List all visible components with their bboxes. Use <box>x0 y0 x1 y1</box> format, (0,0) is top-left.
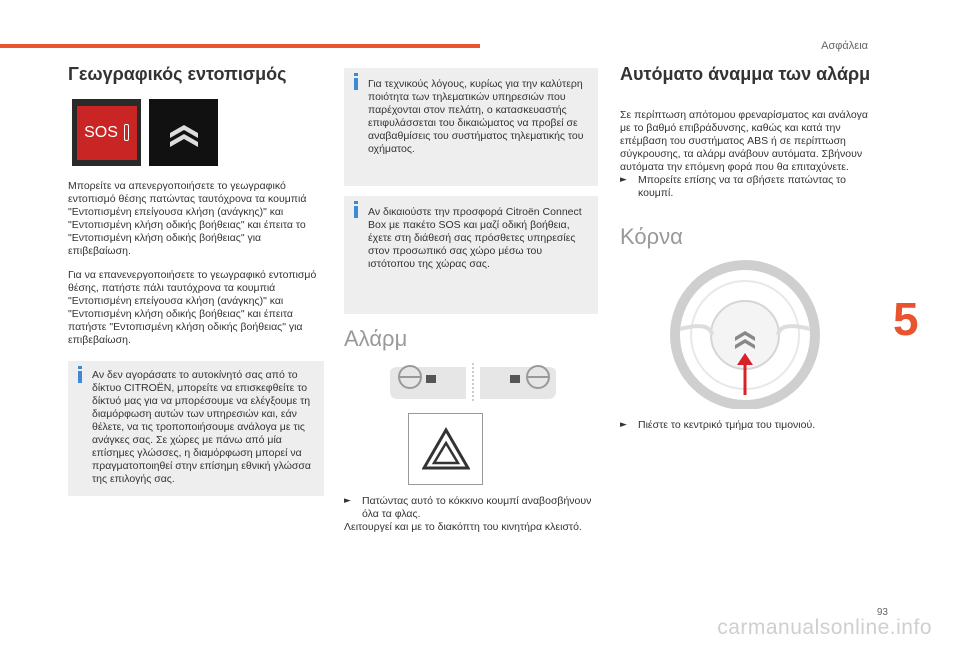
auto-hazard-bullet <box>620 174 872 200</box>
section-title: Ασφάλεια <box>821 40 868 52</box>
geolocation-reactivate-text: Για να επανενεργοποιήσετε το γεωγραφικό εντοπισμό θέσης, πατήστε πάλι ταυτόχρονα τα κουμπιά "Εντοπισμένη επείγουσα κλήση (ανάγκης)" και "Εντοπισμένη κλήση οδικής βοήθειας" και έπειτα πατήστε "Εντοπισμένη κλήση οδικής βοήθειας" για επιβεβαίωση. <box>68 269 317 346</box>
sos-led <box>124 124 129 141</box>
horn-bullet-text: Πιέστε το κεντρικό τμήμα του τιμονιού. <box>638 419 816 431</box>
auto-hazard-text: Σε περίπτωση απότομου φρεναρίσματος και ανάλογα με το βαθμό επιβράδυνσης, καθώς και κατά την επέμβαση του συστήματος ABS ή σε περίπτωση σύγκρουσης, τα αλάρμ ανάβουν αυτόματα. Σβήνουν αυτόματα την επόμενη φορά που θα επιταχύνετε. <box>620 109 868 173</box>
hazard-triangle-icon <box>408 413 483 485</box>
horn-bullet <box>620 419 872 432</box>
info-icon <box>354 78 358 90</box>
geolocation-title: Γεωγραφικός εντοπισμός <box>68 64 287 84</box>
info-note-text: Αν δικαιούστε την προσφορά Citroën Connect Box με πακέτο SOS και μαζί οδική βοήθεια, έχετε στη διάθεσή σας πρόσθετες υπηρεσίες στον προσωπικό σας χώρο μέσω του ιστότοπου της χώρας σας. <box>368 206 582 270</box>
hazard-ignition-text: Λειτουργεί και με το διακόπτη του κινητήρα κλειστό. <box>344 521 582 533</box>
hazard-bullet <box>344 495 598 521</box>
hazard-bullet-text: Πατώντας αυτό το κόκκινο κουμπί αναβοσβήνουν όλα τα φλας. <box>362 495 592 520</box>
top-accent-bar <box>0 44 480 48</box>
info-note-network <box>68 361 324 496</box>
info-note-technical <box>344 68 598 186</box>
button-images <box>72 99 324 166</box>
info-note-text: Για τεχνικούς λόγους, κυρίως για την καλύτερη ποιότητα των τηλεματικών υπηρεσιών που παρέχονται στον πελάτη, ο κατασκευαστής επιφυλάσσεται του δικαιώματος να προβεί σε αναβαθμίσεις του συστήματος τηλεματικής του οχήματος. <box>368 78 584 155</box>
bullet-arrow: ► <box>620 420 627 430</box>
page-number: 93 <box>876 607 888 618</box>
steering-wheel-icon <box>660 259 872 413</box>
citroen-chevrons-icon <box>149 99 218 166</box>
geolocation-deactivate-text: Μπορείτε να απενεργοποιήσετε το γεωγραφικό εντοπισμό θέσης πατώντας ταυτόχρονα τα κουμπιά "Εντοπισμένη επείγουσα κλήση (ανάγκης)" και "Εντοπισμένη κλήση οδικής βοήθειας" και έπειτα το "Εντοπισμένη κλήση οδικής βοήθειας" για επιβεβαίωση. <box>68 180 307 257</box>
sos-button-icon <box>72 99 141 166</box>
bullet-arrow: ► <box>620 175 627 185</box>
bullet-arrow: ► <box>344 496 351 506</box>
column-geolocation <box>68 62 324 496</box>
horn-title: Κόρνα <box>620 224 683 249</box>
dashboard-illustration <box>388 361 598 407</box>
hazard-title: Αλάρμ <box>344 326 408 351</box>
info-note-connect-box <box>344 196 598 314</box>
auto-hazard-bullet-text: Μπορείτε επίσης να τα σβήσετε πατώντας το κουμπί. <box>638 174 846 199</box>
info-note-text: Αν δεν αγοράσατε το αυτοκίνητό σας από το δίκτυο CITROËN, μπορείτε να επισκεφθείτε το δίκτυό μας για να μπορέσουμε να ελέγξουμε τη διαμόρφωση αυτών των υπηρεσιών και, εάν θέλετε, να τις τροποποιήσουμε ανάλογα με τις ανάγκες σας. Σε χώρες με πάνω από μία επίσημες γλώσσες, η διαμόρφωση μπορεί να πραγματοποιηθεί στην επίσημη εθνική γλώσσα της επιλογής σας. <box>92 369 311 485</box>
info-icon <box>354 206 358 218</box>
info-icon <box>78 371 82 383</box>
sos-label: SOS <box>84 124 118 141</box>
chapter-number: 5 <box>893 293 919 345</box>
column-hazard <box>344 62 598 545</box>
auto-hazard-title: Αυτόματο άναμμα των αλάρμ <box>620 64 871 84</box>
watermark: carmanualsonline.info <box>717 616 932 639</box>
column-auto-hazard <box>620 62 872 432</box>
